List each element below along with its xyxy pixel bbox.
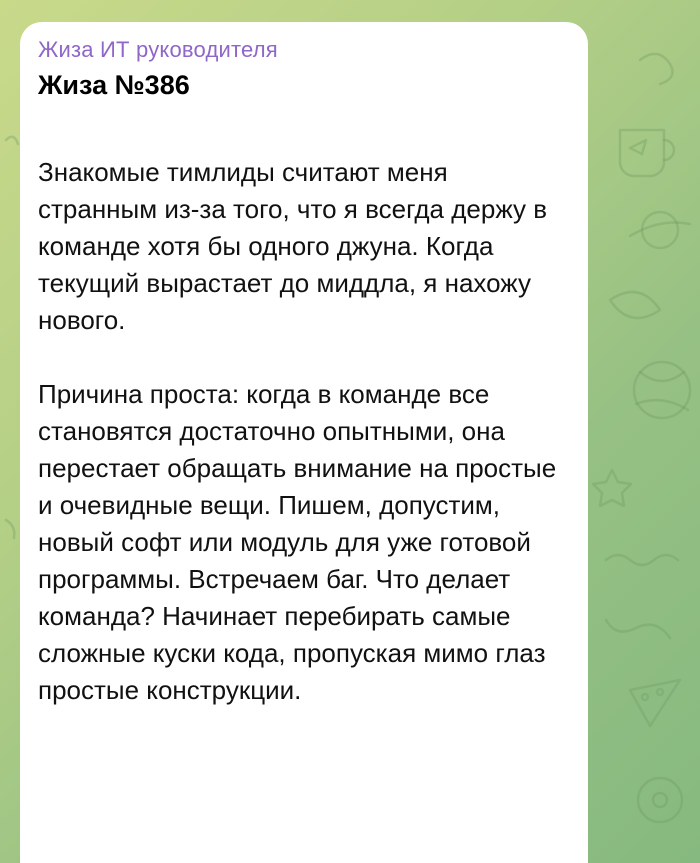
channel-name[interactable]: Жиза ИТ руководителя <box>38 37 278 62</box>
post-title: Жиза №386 <box>38 70 190 100</box>
message-paragraph-2: Причина проста: когда в команде все становятся достаточно опытными, она перестает обращать внимание на простые и очевидные вещи. Пишем, допустим, новый софт или модуль для уже готовой программы. Встречаем баг. Что делает команда? Начинает перебирать самые сложные куски кода, пропуская мимо глаз простые конструкции. <box>38 379 557 705</box>
message-paragraph-1: Знакомые тимлиды считают меня странным из-за того, что я всегда держу в команде хотя бы одного джуна. Когда текущий вырастает до миддла, я нахожу нового. <box>38 157 548 335</box>
message-bubble[interactable] <box>20 22 588 863</box>
